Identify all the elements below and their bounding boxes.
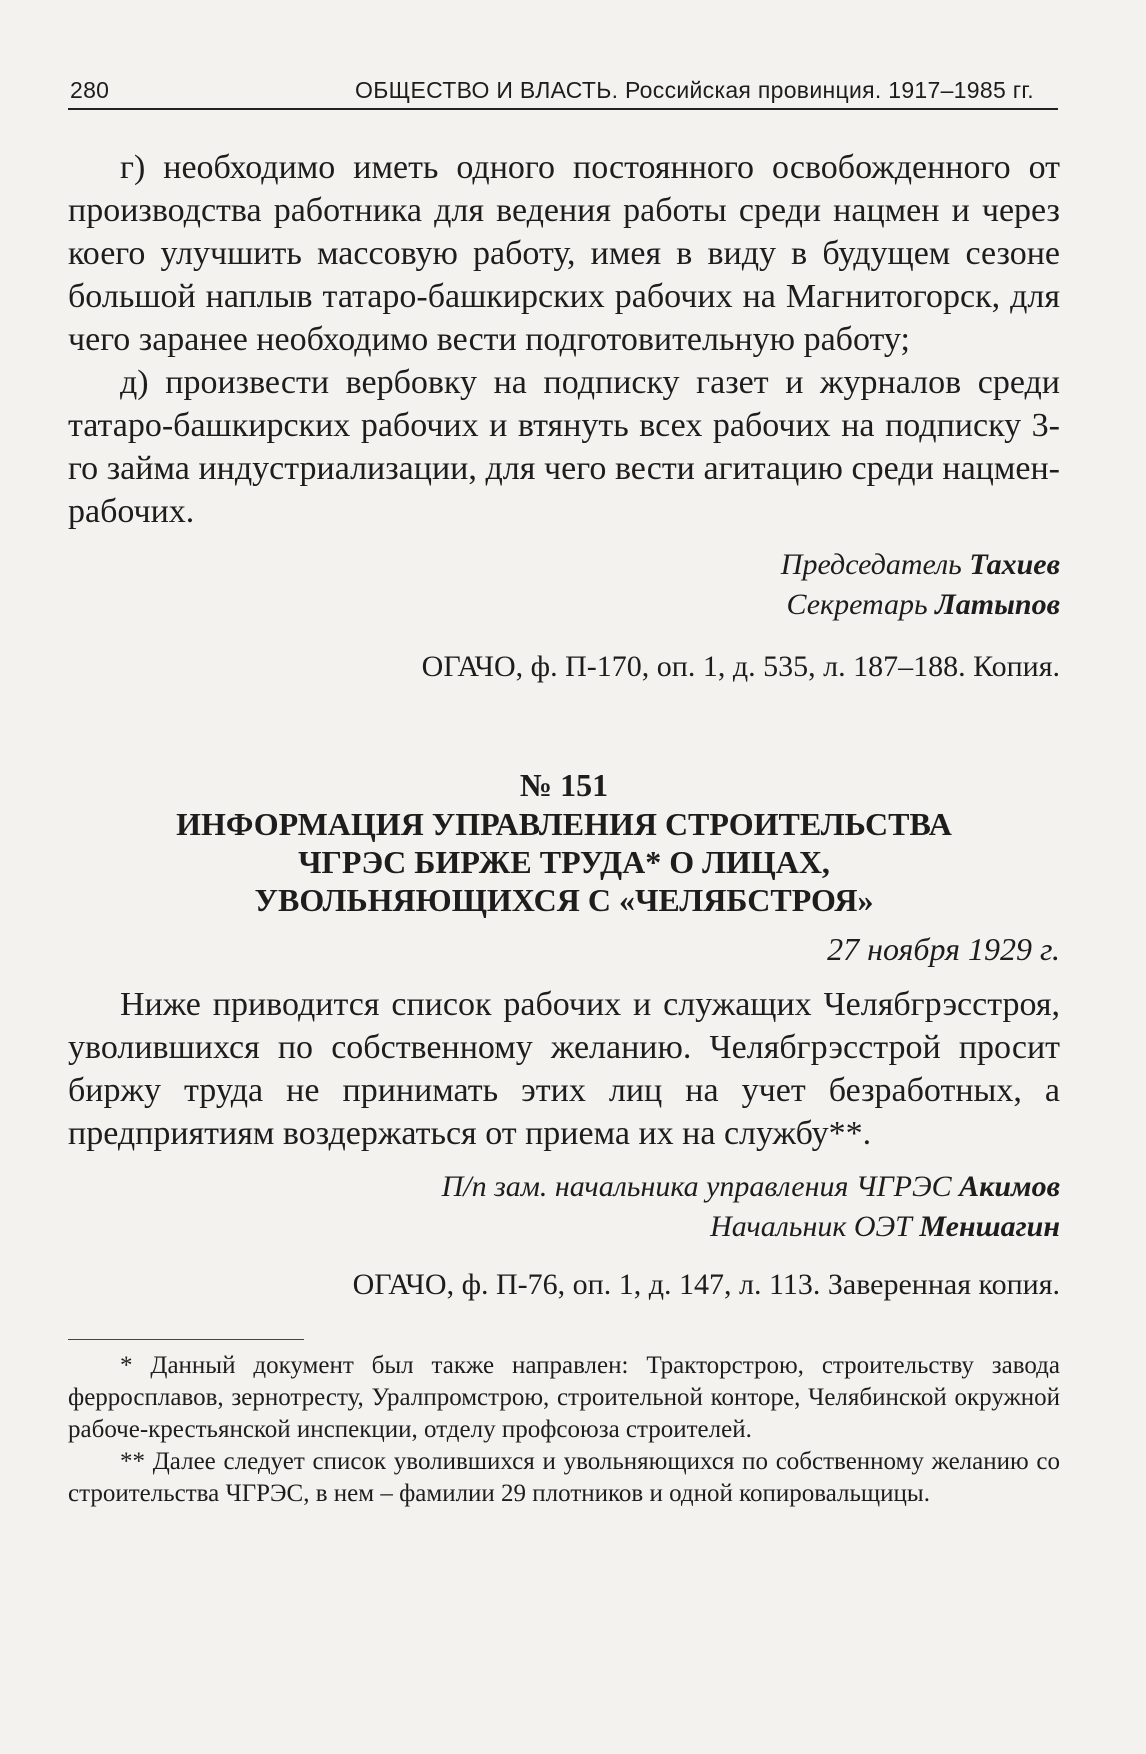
signature-name: Акимов [959,1170,1060,1203]
document-date: 27 ноября 1929 г. [827,931,1060,967]
signature-deputy-head [68,1167,1060,1207]
signature-role: Секретарь [786,588,928,621]
page-number: 280 [70,77,110,103]
footnote-1: * Данный документ был также направлен: Тракторстрою, строительству завода ферросплавов, зернотресту, Уралпромстрою, строительной конторе, Челябинской окружной рабоче-крестьянской инспекции, отделу профсоюза строителей. [68,1352,1060,1443]
document-title: ИНФОРМАЦИЯ УПРАВЛЕНИЯ СТРОИТЕЛЬСТВА ЧГРЭС БИРЖЕ ТРУДА* О ЛИЦАХ, УВОЛЬНЯЮЩИХСЯ С «ЧЕЛЯБСТРОЯ» [176,806,952,918]
document-body: Ниже приводится список рабочих и служащих Челябгрэсстроя, уволившихся по собственному желанию. Челябгрэсстрой просит биржу труда не принимать этих лиц на учет безработных, а предприятиям воздержаться от приема их на службу**. [68,986,1060,1152]
signature-chairman [68,545,1060,585]
signature-name: Меншагин [919,1210,1060,1243]
footnote-divider [68,1339,304,1340]
signature-role: Начальник ОЭТ [710,1210,912,1243]
signature-name: Тахиев [969,548,1060,581]
page-header [68,74,1058,110]
signature-oet-head [68,1207,1060,1247]
archive-reference: ОГАЧО, ф. П-76, оп. 1, д. 147, л. 113. Заверенная копия. [352,1268,1060,1301]
signature-name: Латыпов [935,588,1060,621]
archive-reference: ОГАЧО, ф. П-170, оп. 1, д. 535, л. 187–188. Копия. [421,650,1060,683]
page-content [68,146,1060,1510]
paragraph-g: г) необходимо иметь одного постоянного освобожденного от производства работника для ведения работы среди нацмен и через коего улучшить массовую работу, имея в виду в будущем сезоне большой наплыв татаро-башкирских рабочих на Магнитогорск, для чего заранее необходимо вести подготовительную работу; [68,149,1060,358]
signature-role: Председатель [780,548,962,581]
signature-secretary [68,585,1060,625]
document-number: № 151 [519,767,609,803]
paragraph-d: д) произвести вербовку на подписку газет и журналов среди татаро-башкирских рабочих и втянуть всех рабочих на подписку 3-го займа индустриализации, для чего вести агитацию среди нацмен-рабочих. [68,364,1060,530]
signature-role: П/п зам. начальника управления ЧГРЭС [441,1170,952,1203]
running-title: ОБЩЕСТВО И ВЛАСТЬ. Российская провинция. 1917–1985 гг. [355,77,1034,103]
footnote-2: ** Далее следует список уволившихся и увольняющихся по собственному желанию со строительства ЧГРЭС, в нем – фамилии 29 плотников и одной копировальщицы. [68,1448,1060,1507]
